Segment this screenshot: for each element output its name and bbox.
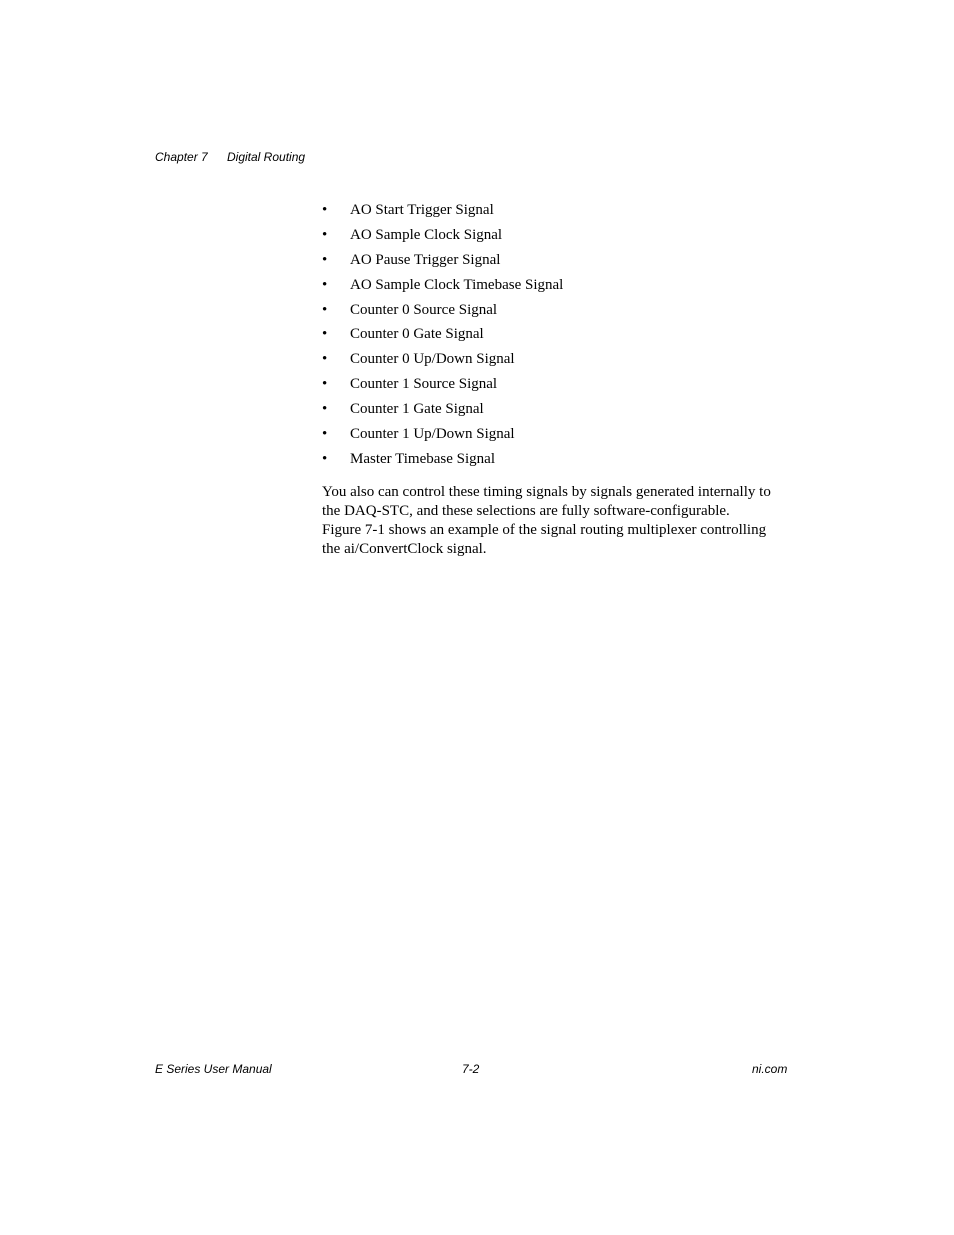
chapter-title: Digital Routing	[227, 150, 306, 164]
footer-website: ni.com	[752, 1062, 788, 1076]
list-item-text: Counter 1 Gate Signal	[350, 401, 484, 418]
list-item-text: AO Sample Clock Signal	[350, 226, 503, 243]
list-item-text: AO Pause Trigger Signal	[350, 251, 501, 268]
paragraph-line: the ai/ConvertClock signal.	[322, 541, 487, 557]
footer-manual-title: E Series User Manual	[155, 1062, 272, 1076]
bullet-glyph: •	[322, 202, 328, 218]
paragraph-line: You also can control these timing signals by signals generated internally to	[322, 484, 771, 500]
bullet-glyph: •	[322, 376, 328, 393]
list-item	[322, 225, 563, 250]
bullet-glyph: •	[322, 351, 328, 368]
chapter-number: Chapter 7	[155, 150, 208, 164]
list-item	[322, 324, 563, 349]
bullet-glyph: •	[322, 226, 328, 243]
list-item	[322, 424, 563, 449]
list-item-text: Counter 0 Gate Signal	[350, 326, 484, 343]
list-item	[322, 200, 563, 225]
list-item	[322, 374, 563, 399]
list-item	[322, 300, 563, 325]
list-item-text: AO Sample Clock Timebase Signal	[350, 276, 564, 293]
list-item	[322, 449, 563, 474]
bullet-glyph: •	[322, 326, 328, 343]
bullet-glyph: •	[322, 301, 328, 318]
footer-page-number: 7-2	[462, 1062, 480, 1076]
list-item-text: Master Timebase Signal	[350, 450, 495, 467]
list-item-text: Counter 0 Up/Down Signal	[350, 351, 515, 368]
body-paragraph	[322, 483, 792, 559]
running-header	[155, 150, 305, 164]
list-item-text: Counter 1 Up/Down Signal	[350, 426, 515, 443]
list-item-text: Counter 0 Source Signal	[350, 301, 498, 318]
list-item-text: AO Start Trigger Signal	[350, 202, 494, 218]
list-item	[322, 275, 563, 300]
bullet-glyph: •	[322, 450, 328, 467]
bullet-glyph: •	[322, 251, 328, 268]
signal-bullet-list	[322, 200, 563, 474]
list-item	[322, 399, 563, 424]
bullet-glyph: •	[322, 426, 328, 443]
list-item-text: Counter 1 Source Signal	[350, 376, 498, 393]
list-item	[322, 349, 563, 374]
bullet-glyph: •	[322, 276, 328, 293]
paragraph-line: the DAQ-STC, and these selections are fully software-configurable.	[322, 503, 730, 519]
list-item	[322, 250, 563, 275]
paragraph-line: Figure 7-1 shows an example of the signal routing multiplexer controlling	[322, 522, 767, 538]
bullet-glyph: •	[322, 401, 328, 418]
